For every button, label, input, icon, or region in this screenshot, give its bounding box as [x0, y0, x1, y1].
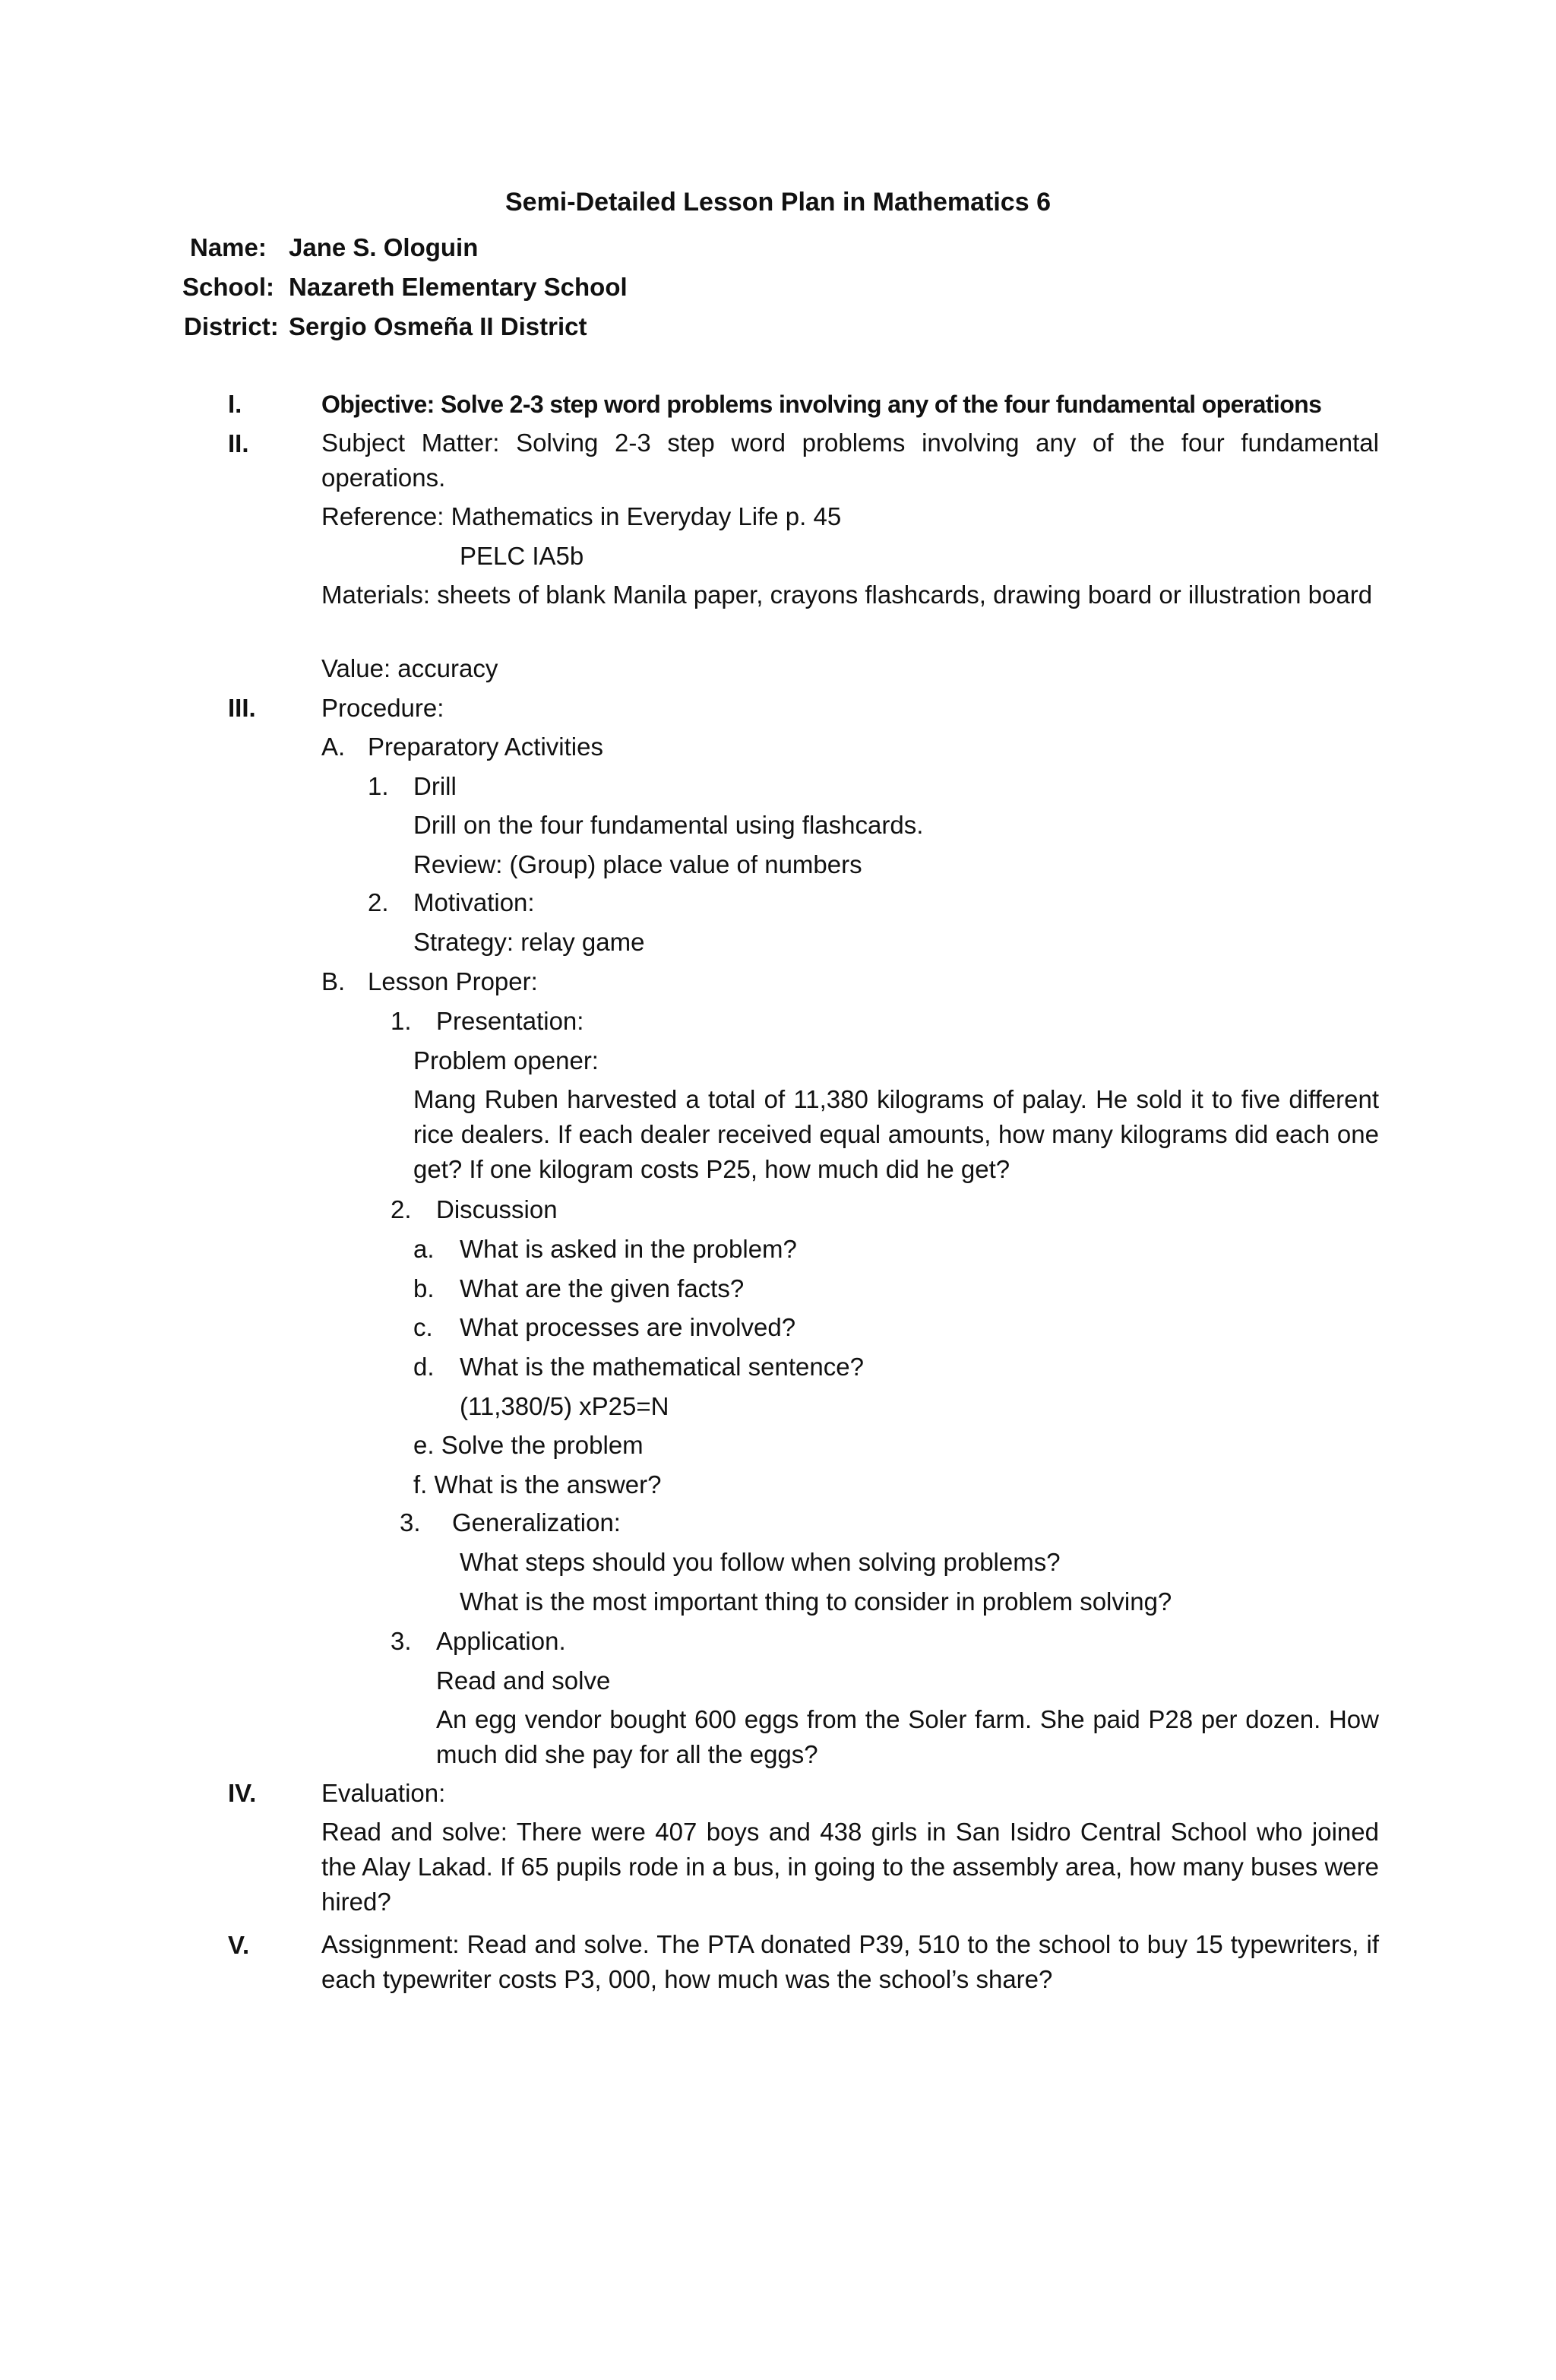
name-label: Name: — [190, 233, 267, 261]
materials-text: Materials: sheets of blank Manila paper, crayons flashcards, drawing board or illustration board — [321, 581, 1373, 609]
question-b-label: b. — [413, 1274, 435, 1302]
part-a-label: A. — [321, 733, 346, 761]
part-b-title: Lesson Proper: — [368, 967, 538, 995]
question-b-text: What are the given facts? — [460, 1274, 745, 1302]
district-value: Sergio Osmeña II District — [289, 312, 587, 340]
application-problem: An egg vendor bought 600 eggs from the Soler farm. She paid P28 per dozen. How much did she pay for all the eggs? — [436, 1705, 1379, 1768]
subject-matter-text: Subject Matter: Solving 2-3 step word problems involving any of the four fundamental operations. — [321, 429, 1379, 492]
motivation-line-1: Strategy: relay game — [413, 928, 645, 956]
question-a-text: What is asked in the problem? — [460, 1235, 797, 1263]
problem-opener-label: Problem opener: — [413, 1046, 599, 1074]
application-title: Application. — [436, 1627, 566, 1655]
school-label: School: — [182, 273, 274, 301]
pelc-text: PELC IA5b — [460, 542, 584, 570]
name-value: Jane S. Ologuin — [289, 233, 479, 261]
district-label: District: — [184, 312, 279, 340]
presentation-title: Presentation: — [436, 1007, 584, 1035]
math-sentence: (11,380/5) xP25=N — [460, 1392, 669, 1420]
section-2-number: II. — [228, 429, 249, 457]
generalization-line-1: What steps should you follow when solving problems? — [460, 1548, 1061, 1576]
application-line-1: Read and solve — [436, 1666, 611, 1695]
motivation-title: Motivation: — [413, 888, 535, 916]
value-text: Value: accuracy — [321, 654, 498, 682]
evaluation-text: Read and solve: There were 407 boys and 438 girls in San Isidro Central School who joined the Alay Lakad. If 65 pupils rode in a bus, in going to the assembly area, how many buses were hired? — [321, 1818, 1379, 1916]
section-1-number: I. — [228, 390, 242, 418]
question-a-label: a. — [413, 1235, 435, 1263]
discussion-title: Discussion — [436, 1195, 558, 1223]
question-d-label: d. — [413, 1353, 435, 1381]
drill-title: Drill — [413, 772, 457, 800]
procedure-title: Procedure: — [321, 694, 444, 722]
question-d-text: What is the mathematical sentence? — [460, 1353, 864, 1381]
question-c-text: What processes are involved? — [460, 1313, 796, 1341]
discussion-number: 2. — [391, 1195, 412, 1223]
section-4-number: IV. — [228, 1779, 257, 1807]
presentation-number: 1. — [391, 1007, 412, 1035]
assignment-text: Assignment: Read and solve. The PTA donated P39, 510 to the school to buy 15 typewriters, if each typewriter costs P3, 000, how much was the school’s share? — [321, 1930, 1379, 1993]
reference-text: Reference: Mathematics in Everyday Life p. 45 — [321, 502, 842, 530]
part-b-label: B. — [321, 967, 346, 995]
page-title: Semi-Detailed Lesson Plan in Mathematics 6 — [504, 188, 1051, 217]
school-value: Nazareth Elementary School — [289, 273, 628, 301]
drill-number: 1. — [368, 772, 389, 800]
motivation-number: 2. — [368, 888, 389, 916]
generalization-title: Generalization: — [452, 1508, 621, 1537]
objective-text: Objective: Solve 2-3 step word problems involving any of the four fundamental operations — [321, 391, 1322, 418]
question-e-text: e. Solve the problem — [413, 1431, 644, 1459]
problem-opener-text: Mang Ruben harvested a total of 11,380 kilograms of palay. He sold it to five different rice dealers. If each dealer received equal amounts, how many kilograms did each one get? If one kilogram costs P25, how much did he get? — [413, 1085, 1379, 1183]
generalization-number: 3. — [400, 1508, 421, 1537]
question-c-label: c. — [413, 1313, 433, 1341]
evaluation-title: Evaluation: — [321, 1779, 446, 1807]
generalization-line-2: What is the most important thing to consider in problem solving? — [460, 1587, 1172, 1616]
section-5-number: V. — [228, 1931, 250, 1959]
section-3-number: III. — [228, 694, 256, 722]
part-a-title: Preparatory Activities — [368, 733, 603, 761]
question-f-text: f. What is the answer? — [413, 1470, 662, 1499]
drill-line-1: Drill on the four fundamental using flashcards. — [413, 811, 924, 839]
drill-line-2: Review: (Group) place value of numbers — [413, 850, 862, 878]
application-number: 3. — [391, 1627, 412, 1655]
